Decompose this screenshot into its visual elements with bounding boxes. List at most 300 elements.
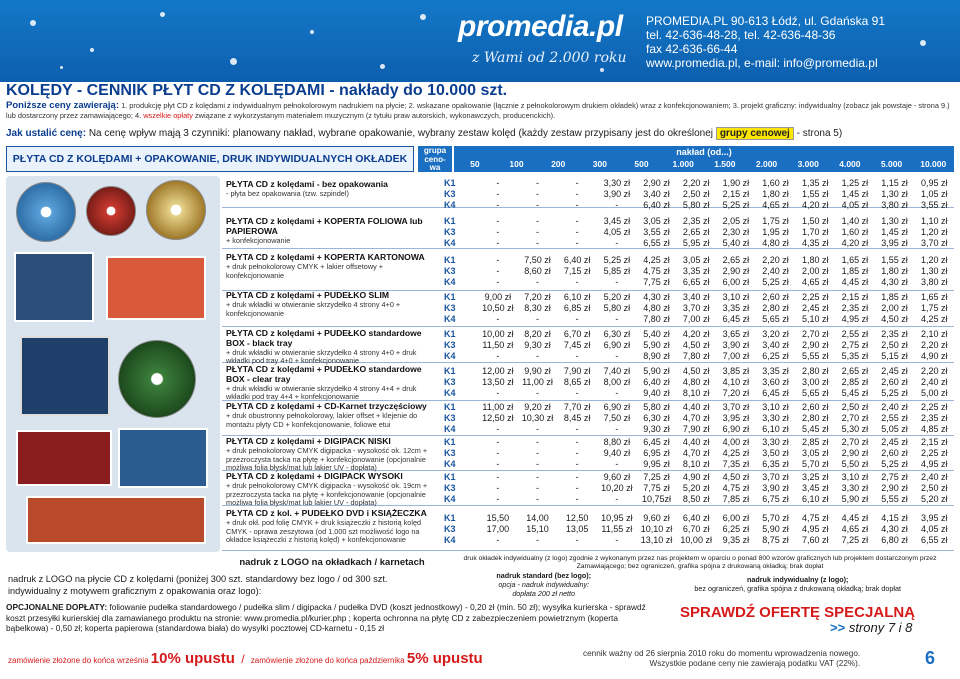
price-cell: 8,30 zł bbox=[524, 302, 551, 313]
price-grid bbox=[478, 329, 954, 362]
price-cell: 3,85 zł bbox=[722, 365, 750, 376]
price-grid bbox=[478, 178, 954, 211]
price-cell: 4,40 zł bbox=[682, 401, 710, 412]
price-cell: 2,15 zł bbox=[920, 436, 948, 447]
price-cell: 7,45 zł bbox=[563, 339, 591, 350]
promo-pages[interactable] bbox=[830, 620, 912, 635]
contact-block bbox=[646, 14, 885, 70]
price-cell: 1,20 zł bbox=[920, 254, 948, 265]
price-cell: - bbox=[575, 189, 579, 199]
price-cell: 8,75 zł bbox=[762, 534, 789, 545]
price-cell: 5,70 zł bbox=[762, 512, 789, 523]
price-line bbox=[478, 266, 954, 277]
price-cell: 9,90 zł bbox=[524, 365, 551, 376]
price-cell: 17,00 bbox=[486, 523, 510, 534]
grupa-code: K4 bbox=[444, 200, 456, 210]
price-cell: 2,85 zł bbox=[841, 376, 869, 387]
product-name-block bbox=[226, 329, 440, 366]
price-cell: 7,85 zł bbox=[722, 493, 750, 504]
price-cell: 8,65 zł bbox=[563, 376, 591, 387]
price-cell: 10,00 zł bbox=[482, 328, 514, 339]
price-cell: 4,80 zł bbox=[682, 376, 710, 387]
price-cell: 1,45 zł bbox=[841, 189, 869, 199]
product-name: PŁYTA CD z kolędami + CD-Karnet trzyczęściowy bbox=[226, 401, 427, 411]
price-cell: - bbox=[496, 436, 500, 447]
price-grid bbox=[478, 366, 954, 399]
price-cell: 3,25 zł bbox=[801, 471, 829, 482]
price-cell: 4,50 zł bbox=[682, 339, 710, 350]
price-cell: 10,50 zł bbox=[482, 302, 514, 313]
price-cell: 1,85 zł bbox=[881, 291, 908, 302]
grupa-code: K4 bbox=[444, 313, 456, 324]
price-cell: 1,80 zł bbox=[801, 254, 829, 265]
table-header bbox=[6, 146, 954, 172]
price-cell: 5,40 zł bbox=[643, 328, 670, 339]
price-cell: 4,70 zł bbox=[682, 412, 710, 423]
price-cell: 5,55 zł bbox=[801, 350, 829, 361]
price-cell: 4,65 zł bbox=[841, 523, 869, 534]
price-cell: - bbox=[536, 350, 539, 361]
price-cell: 2,70 zł bbox=[801, 328, 829, 339]
price-cell: 7,80 zł bbox=[643, 313, 670, 324]
price-cell: 4,65 zł bbox=[801, 276, 829, 287]
price-cell: 5,25 zł bbox=[762, 276, 789, 287]
price-cell: 2,60 zł bbox=[881, 376, 908, 387]
price-cell: 2,45 zł bbox=[881, 436, 908, 447]
price-cell: 10,95 zł bbox=[601, 512, 633, 523]
promo-arrow: >> bbox=[830, 620, 846, 635]
product-description: + druk pełnokolorowy CMYK + lakier offsetowy + konfekcjonowanie bbox=[226, 261, 384, 280]
grupa-column bbox=[444, 292, 474, 325]
grupa-code: K1 bbox=[444, 436, 456, 447]
product-name-block bbox=[226, 180, 440, 199]
price-cell: 5,40 zł bbox=[722, 237, 750, 248]
price-grid bbox=[478, 472, 954, 505]
price-cell: 2,80 zł bbox=[801, 365, 829, 376]
price-line bbox=[478, 216, 954, 227]
price-cell: 5,65 zł bbox=[762, 313, 789, 324]
price-cell: 7,20 zł bbox=[524, 291, 551, 302]
discount2-value: 5% upustu bbox=[406, 650, 483, 667]
price-cell: 5,30 zł bbox=[841, 423, 869, 434]
price-cell: 4,90 zł bbox=[682, 471, 710, 482]
contact-address: PROMEDIA.PL 90-613 Łódź, ul. Gdańska 91 bbox=[646, 14, 886, 28]
price-cell: 6,40 zł bbox=[643, 376, 670, 387]
price-cell: 8,80 zł bbox=[603, 436, 631, 447]
price-cell: 5,90 zł bbox=[643, 339, 670, 350]
price-cell: 5,90 zł bbox=[643, 365, 670, 376]
price-cell: - bbox=[615, 458, 619, 469]
product-description: + konfekcjonowanie bbox=[226, 235, 291, 245]
price-cell: - bbox=[575, 436, 579, 447]
optional-charges bbox=[6, 602, 646, 634]
grupa-code: K4 bbox=[444, 423, 456, 434]
price-cell: - bbox=[536, 423, 539, 434]
product-name: PŁYTA CD z kolędami + KOPERTA KARTONOWA bbox=[226, 252, 425, 262]
price-cell: 7,00 zł bbox=[722, 350, 750, 361]
price-cell: 4,45 zł bbox=[841, 512, 869, 523]
price-cell: 4,95 zł bbox=[801, 523, 829, 534]
slogan: z Wami od 2.000 roku bbox=[472, 50, 627, 66]
contact-fax: fax 42-636-66-44 bbox=[646, 42, 738, 56]
price-cell: 8,10 zł bbox=[682, 458, 710, 469]
price-cell: 10,30 zł bbox=[521, 412, 554, 423]
price-cell: 4,80 zł bbox=[762, 237, 789, 248]
table-row bbox=[222, 470, 954, 506]
price-cell: 2,05 zł bbox=[722, 215, 750, 226]
price-cell: 7,60 zł bbox=[801, 534, 829, 545]
price-cell: 3,05 zł bbox=[643, 215, 670, 226]
price-cell: 5,00 zł bbox=[920, 387, 948, 398]
price-cell: - bbox=[536, 493, 539, 504]
price-cell: - bbox=[496, 471, 500, 482]
product-name: PŁYTA CD z kolędami + PUDEŁKO standardowe BOX - black tray bbox=[226, 328, 422, 348]
price-cell: - bbox=[615, 200, 619, 210]
price-cell: 2,15 zł bbox=[841, 291, 869, 302]
validity-note bbox=[583, 649, 860, 669]
product-photo-column bbox=[6, 176, 220, 552]
naklad-label: nakład (od...) bbox=[676, 147, 732, 157]
table-row bbox=[222, 289, 954, 327]
price-cell: 3,95 zł bbox=[722, 412, 750, 423]
price-cell: 4,15 zł bbox=[881, 512, 908, 523]
price-cell: 3,40 zł bbox=[643, 189, 670, 199]
price-cell: 4,80 zł bbox=[643, 302, 670, 313]
price-cell: 1,90 zł bbox=[722, 178, 750, 188]
price-cell: 5,95 zł bbox=[682, 237, 710, 248]
grupa-code: K3 bbox=[444, 339, 456, 350]
header-banner bbox=[0, 0, 960, 82]
price-cell: 9,35 zł bbox=[722, 534, 750, 545]
price-cell: 1,30 zł bbox=[920, 265, 948, 276]
price-cell: 1,65 zł bbox=[841, 254, 869, 265]
price-cell: 4,05 zł bbox=[841, 200, 869, 210]
price-cell: 2,50 zł bbox=[841, 401, 869, 412]
price-cell: 5,80 zł bbox=[643, 401, 670, 412]
product-name: PŁYTA CD z kolędami + PUDEŁKO standardowe BOX - clear tray bbox=[226, 364, 422, 384]
price-cell: - bbox=[496, 237, 500, 248]
product-description: + druk wkładki w otwieranie skrzydełko 4 strony 4+4 + druk wkładki pod tray 4+4 + konfekcjonowanie bbox=[226, 383, 417, 402]
price-cell: 9,40 zł bbox=[643, 387, 670, 398]
price-cell: 3,60 zł bbox=[762, 376, 789, 387]
price-cell: 13,05 bbox=[565, 523, 589, 534]
price-cell: - bbox=[615, 387, 619, 398]
product-name: PŁYTA CD z kol. + PUDEŁKO DVD i KSIĄŻECZKA bbox=[226, 508, 427, 518]
price-cell: 3,20 zł bbox=[762, 328, 789, 339]
price-cell: 4,65 zł bbox=[762, 200, 789, 210]
price-cell: 6,65 zł bbox=[682, 276, 710, 287]
price-cell: 2,50 zł bbox=[920, 482, 948, 493]
price-cell: - bbox=[496, 189, 500, 199]
price-cell: 6,40 zł bbox=[682, 512, 710, 523]
grupa-code: K1 bbox=[444, 328, 456, 339]
price-cell: 9,20 zł bbox=[524, 401, 551, 412]
price-cell: - bbox=[496, 458, 500, 469]
price-cell: - bbox=[615, 237, 619, 248]
price-cell: - bbox=[496, 350, 500, 361]
price-cell: 7,75 zł bbox=[643, 482, 670, 493]
price-cell: - bbox=[536, 387, 539, 398]
standard-price: dopłata 200 zł netto bbox=[512, 588, 576, 598]
intro-text1: 1. produkcję płyt CD z kolędami z indywidualnym pełnokolorowym nadrukiem na płycie; 2. wskazane opakowanie (łącznie z pełnokolorowym drukiem okładek) wraz z konfekcjonowaniem; 3. projekt graficzny: indywidualny (zobacz jak powstaje - strona 9.) lub dostarczony przez zamawiającego; 4. bbox=[6, 101, 950, 120]
price-cell: 4,30 zł bbox=[881, 523, 908, 534]
grupa-code: K1 bbox=[444, 471, 456, 482]
grupa-code: K3 bbox=[444, 189, 456, 199]
grupa-code: K4 bbox=[444, 350, 456, 361]
price-cell: - bbox=[536, 215, 539, 226]
price-cell: 4,25 zł bbox=[643, 254, 670, 265]
price-cell: - bbox=[536, 447, 539, 458]
price-cell: 2,55 zł bbox=[841, 328, 869, 339]
price-cell: 9,95 zł bbox=[643, 458, 670, 469]
price-cell: 1,55 zł bbox=[801, 189, 829, 199]
grupa-code: K3 bbox=[444, 265, 456, 276]
table-row bbox=[222, 178, 954, 208]
price-line bbox=[478, 472, 954, 483]
price-cell: 6,90 zł bbox=[603, 401, 631, 412]
price-cell: 2,20 zł bbox=[682, 178, 710, 188]
howto-lead: Jak ustalić cenę: bbox=[6, 128, 87, 139]
price-cell: 6,00 zł bbox=[722, 512, 750, 523]
price-cell: 11,00 zł bbox=[482, 401, 514, 412]
price-line bbox=[478, 413, 954, 424]
price-grid bbox=[478, 513, 954, 546]
price-cell: 5,45 zł bbox=[801, 423, 829, 434]
promo-title[interactable]: SPRAWDŹ OFERTĘ SPECJALNĄ bbox=[680, 604, 916, 621]
product-name: PŁYTA CD z kolędami + KOPERTA FOLIOWA lub PAPIEROWA bbox=[226, 216, 423, 236]
price-cell: 6,25 zł bbox=[762, 350, 789, 361]
price-cell: 6,90 zł bbox=[603, 339, 631, 350]
price-cell: 2,35 zł bbox=[920, 412, 948, 423]
price-cell: 1,35 zł bbox=[801, 178, 829, 188]
price-cell: 3,10 zł bbox=[762, 401, 789, 412]
validity-note-2: Wszystkie podane ceny nie zawierają podatku VAT (22%). bbox=[649, 659, 861, 668]
price-cell: - bbox=[496, 534, 500, 545]
price-cell: 4,90 zł bbox=[920, 350, 948, 361]
price-cell: - bbox=[575, 215, 579, 226]
grupa-code: K1 bbox=[444, 254, 456, 265]
price-cell: 7,90 zł bbox=[682, 423, 710, 434]
price-cell: - bbox=[575, 482, 579, 493]
price-cell: 4,50 zł bbox=[682, 365, 710, 376]
price-cell: 4,05 zł bbox=[603, 226, 631, 237]
price-cell: 6,80 zł bbox=[881, 534, 908, 545]
price-cell: 15,50 bbox=[486, 512, 510, 523]
price-cell: 4,25 zł bbox=[722, 447, 750, 458]
price-cell: 7,50 zł bbox=[603, 412, 631, 423]
price-cell: 6,10 zł bbox=[563, 291, 591, 302]
price-line bbox=[478, 314, 954, 325]
price-cell: - bbox=[575, 471, 579, 482]
price-cell: 9,40 zł bbox=[603, 447, 631, 458]
price-cell: 7,50 zł bbox=[524, 254, 551, 265]
contact-web[interactable]: www.promedia.pl, e-mail: info@promedia.pl bbox=[646, 56, 878, 70]
price-cell: 5,90 zł bbox=[762, 523, 789, 534]
price-cell: - bbox=[496, 387, 500, 398]
price-cell: - bbox=[536, 534, 539, 545]
price-cell: 1,65 zł bbox=[920, 291, 948, 302]
product-description: - płyta bez opakowania (tzw. szpindel) bbox=[226, 188, 349, 198]
price-cell: - bbox=[575, 313, 579, 324]
price-cell: 2,90 zł bbox=[881, 482, 908, 493]
price-line bbox=[478, 524, 954, 535]
table-row bbox=[222, 363, 954, 401]
price-cell: - bbox=[575, 178, 579, 188]
price-cell: 2,90 zł bbox=[643, 178, 670, 188]
price-cell: - bbox=[536, 458, 539, 469]
price-grid bbox=[478, 402, 954, 435]
price-cell: 4,20 zł bbox=[801, 200, 829, 210]
price-cell: 2,00 zł bbox=[881, 302, 908, 313]
price-cell: 4,75 zł bbox=[801, 512, 829, 523]
price-cell: 1,55 zł bbox=[881, 254, 908, 265]
product-name-block bbox=[226, 472, 440, 508]
price-cell: 4,25 zł bbox=[920, 313, 948, 324]
discount2-text: zamówienie złożone do końca października bbox=[250, 656, 405, 665]
price-cell: 6,45 zł bbox=[643, 436, 670, 447]
grupa-code: K3 bbox=[444, 226, 456, 237]
price-cell: 3,70 zł bbox=[920, 237, 948, 248]
price-cell: 4,50 zł bbox=[722, 471, 750, 482]
price-cell: 6,30 zł bbox=[603, 328, 631, 339]
price-cell: - bbox=[496, 178, 500, 188]
price-line bbox=[478, 424, 954, 435]
table-row bbox=[222, 327, 954, 366]
price-cell: 3,30 zł bbox=[603, 178, 631, 188]
price-cell: - bbox=[575, 534, 579, 545]
price-cell: 5,65 zł bbox=[801, 387, 829, 398]
grupa-code: K3 bbox=[444, 482, 456, 493]
price-cell: 6,85 zł bbox=[563, 302, 591, 313]
price-cell: 3,80 zł bbox=[920, 276, 948, 287]
price-line bbox=[478, 329, 954, 340]
price-cell: 3,50 zł bbox=[762, 447, 789, 458]
price-cell: 2,70 zł bbox=[841, 436, 869, 447]
indiv-block bbox=[641, 572, 954, 598]
price-cell: - bbox=[615, 350, 619, 361]
product-description: + druk wkładki w otwieranie skrzydełko 4 strony 4+0 + konfekcjonowanie bbox=[226, 299, 401, 318]
price-cell: 5,15 zł bbox=[881, 350, 908, 361]
price-cell: 9,30 zł bbox=[643, 423, 670, 434]
price-cell: 4,05 zł bbox=[920, 523, 948, 534]
product-description: + druk wkładki w otwieranie skrzydełko 4 strony 4+0 + druk wkładki pod tray 4+0 + konfekcjonowanie bbox=[226, 347, 417, 366]
price-cell: 6,45 zł bbox=[722, 313, 750, 324]
indiv-sub: bez ograniczeń, grafika spójna z drukowaną okładką; brak dopłat bbox=[694, 583, 901, 593]
price-cell: 2,25 zł bbox=[920, 447, 948, 458]
price-line bbox=[478, 200, 954, 211]
price-cell: 6,25 zł bbox=[722, 523, 750, 534]
price-cell: 5,05 zł bbox=[881, 423, 908, 434]
price-cell: 2,65 zł bbox=[841, 365, 869, 376]
price-cell: 6,40 zł bbox=[643, 200, 670, 210]
contact-phone: tel. 42-636-48-28, tel. 42-636-48-36 bbox=[646, 28, 836, 42]
price-cell: 5,20 zł bbox=[603, 291, 631, 302]
price-cell: 9,00 zł bbox=[484, 291, 512, 302]
product-description: + druk obustronny pełnokolorowy, lakier offset + klejenie do montażu płyty CD + konfekcjonowanie, foliowe etui bbox=[226, 410, 418, 429]
price-cell: 7,90 zł bbox=[563, 365, 591, 376]
price-cell: 1,60 zł bbox=[762, 178, 789, 188]
price-cell: 3,05 zł bbox=[682, 254, 710, 265]
price-line bbox=[478, 292, 954, 303]
price-cell: 3,65 zł bbox=[722, 328, 750, 339]
price-cell: - bbox=[496, 265, 500, 276]
price-cell: 7,80 zł bbox=[682, 350, 710, 361]
table-row bbox=[222, 215, 954, 249]
price-cell: 2,80 zł bbox=[801, 412, 829, 423]
price-cell: 5,20 zł bbox=[920, 493, 948, 504]
table-row bbox=[222, 400, 954, 436]
price-cell: 5,25 zł bbox=[722, 200, 750, 210]
price-cell: 3,55 zł bbox=[920, 200, 948, 210]
grupa-column bbox=[444, 472, 474, 505]
price-cell: 3,55 zł bbox=[643, 226, 670, 237]
price-cell: 1,70 zł bbox=[801, 226, 829, 237]
promedia-logo: promedia.pl bbox=[458, 10, 623, 43]
price-cell: - bbox=[496, 276, 500, 287]
price-cell: - bbox=[536, 226, 539, 237]
footer bbox=[0, 642, 960, 679]
grupa-column bbox=[444, 402, 474, 435]
table-head-naklad bbox=[454, 146, 954, 172]
price-line bbox=[478, 513, 954, 524]
price-cell: 7,25 zł bbox=[643, 471, 670, 482]
table-row bbox=[222, 507, 954, 551]
options-lead: OPCJONALNE DOPŁATY: bbox=[6, 602, 108, 612]
price-grid bbox=[478, 437, 954, 470]
price-line bbox=[478, 238, 954, 249]
price-cell: 5,45 zł bbox=[841, 387, 869, 398]
price-cell: 7,20 zł bbox=[722, 387, 750, 398]
price-cell: 5,25 zł bbox=[603, 254, 631, 265]
price-line bbox=[478, 351, 954, 362]
price-cell: 2,35 zł bbox=[881, 328, 908, 339]
quantity-2.000: 2.000 bbox=[755, 159, 778, 169]
price-cell: - bbox=[575, 226, 579, 237]
price-cell: 1,05 zł bbox=[920, 189, 948, 199]
product-name: PŁYTA CD z kolędami - bez opakowania bbox=[226, 179, 388, 189]
price-cell: 2,45 zł bbox=[801, 302, 829, 313]
price-cell: 3,70 zł bbox=[682, 302, 710, 313]
discount1-text: zamówienie złożone do końca września bbox=[8, 656, 149, 665]
price-cell: 5,25 zł bbox=[881, 458, 908, 469]
grupa-code: K4 bbox=[444, 534, 456, 545]
price-cell: 5,50 zł bbox=[841, 458, 869, 469]
price-cell: 6,00 zł bbox=[722, 276, 750, 287]
intro-text2: związane z wykorzystanym materiałem muzycznym (z tytułu praw autorskich, wykonawczych, producenckich). bbox=[194, 110, 556, 120]
logo-info-left bbox=[6, 555, 442, 602]
product-name-block bbox=[226, 402, 440, 429]
price-cell: 8,10 zł bbox=[682, 387, 710, 398]
price-cell: 1,40 zł bbox=[841, 215, 869, 226]
price-cell: 2,80 zł bbox=[762, 302, 789, 313]
price-cell: 2,70 zł bbox=[841, 412, 869, 423]
price-cell: 2,90 zł bbox=[841, 447, 869, 458]
price-cell: 12,50 zł bbox=[482, 412, 514, 423]
price-cell: 4,95 zł bbox=[841, 313, 869, 324]
price-cell: 2,15 zł bbox=[722, 189, 750, 199]
price-line bbox=[478, 402, 954, 413]
grupa-code: K4 bbox=[444, 493, 456, 504]
price-cell: 15,10 bbox=[526, 523, 549, 534]
price-cell: 2,75 zł bbox=[841, 339, 869, 350]
grupa-code: K1 bbox=[444, 401, 456, 412]
price-cell: 1,60 zł bbox=[841, 226, 869, 237]
price-cell: 3,10 zł bbox=[722, 291, 750, 302]
price-cell: 11,50 zł bbox=[482, 339, 514, 350]
price-cell: 2,60 zł bbox=[801, 401, 829, 412]
price-cell: 2,25 zł bbox=[920, 401, 948, 412]
price-cell: 3,90 zł bbox=[762, 482, 789, 493]
